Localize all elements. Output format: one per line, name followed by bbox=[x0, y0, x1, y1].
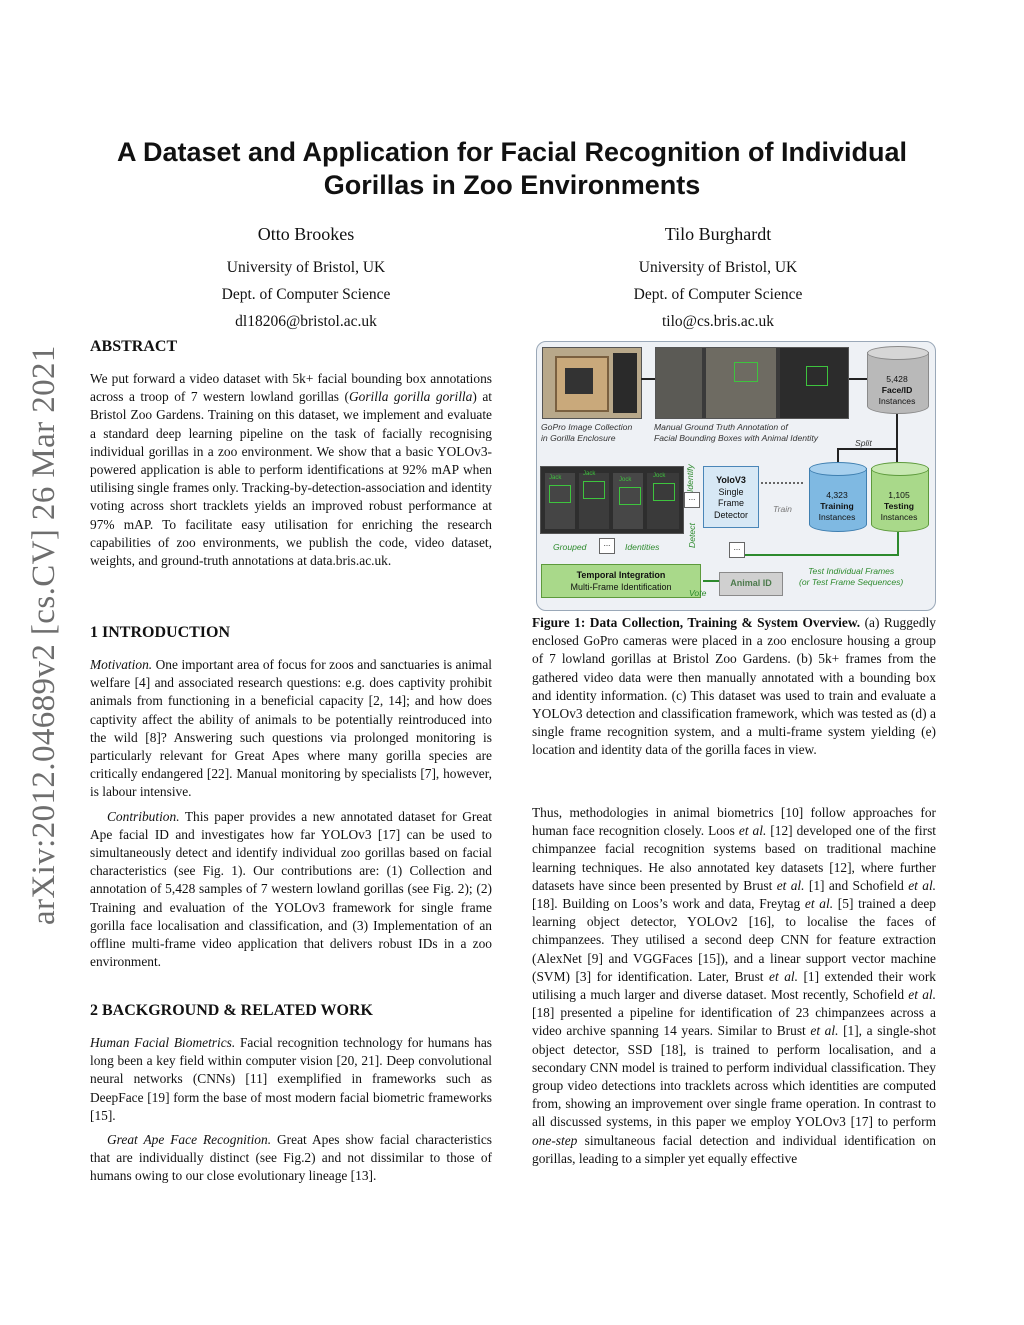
training-set-cylinder: 4,323 Training Instances bbox=[809, 462, 865, 532]
photo-1-caption: GoPro Image Collection in Gorilla Enclosure bbox=[541, 422, 633, 443]
detect-label: Detect bbox=[687, 523, 697, 548]
author-affiliation: University of Bristol, UK bbox=[226, 259, 386, 276]
caption-label: Figure 1: Data Collection, Training & System Overview. bbox=[532, 615, 861, 630]
author-dept: Dept. of Computer Science bbox=[221, 286, 391, 303]
split-label: Split bbox=[855, 438, 872, 448]
section-2-heading: 2 BACKGROUND & RELATED WORK bbox=[90, 1002, 373, 1019]
temporal-integration-box: Temporal Integration Multi-Frame Identification bbox=[541, 564, 701, 598]
test-frames-label: Test Individual Frames (or Test Frame Sequences) bbox=[799, 566, 904, 587]
identify-label: Identify bbox=[685, 464, 695, 492]
paper-title bbox=[60, 136, 964, 202]
author-block-1 bbox=[156, 220, 456, 335]
title-line-2: Gorillas in Zoo Environments bbox=[323, 170, 701, 200]
testing-set-cylinder: 1,105 Testing Instances bbox=[871, 462, 927, 532]
gorilla-frames-photo: Jack Jack Jock Jock bbox=[540, 466, 684, 534]
figure-1-diagram: GoPro Image Collection in Gorilla Enclosure Manual Ground Truth Annotation of Facial Bounding Boxes with Animal Identity 5,428 Face/ID Instances Split Jack Jack Jock Jock ... Identify Detect YoloV3 Single Frame Detector Train 4,323 Training Instances 1,105 Testing Instances Grouped Identities ... ... Temporal Integration Multi-Frame Identification Vote Animal ID Test Individual Frames (or Test Frame Sequences) bbox=[536, 341, 936, 611]
figure-1-caption: Figure 1: Data Collection, Training & System Overview. (a) Ruggedly enclosed GoPro cameras were placed in a zoo enclosure housing a group of 7 lowland gorillas at Bristol Zoo Gardens. (b) 5k+ frames from the gathered video data were then manually annotated with a bounding box and identity information. (c) This dataset was used to train and evaluate a YOLOv3 detection and classification framework, which was tested as (d) a single frame recognition system, and a multi-frame system yielding (e) location and identity data of the gorilla faces in view. bbox=[532, 615, 936, 758]
author-email[interactable]: tilo@cs.bris.ac.uk bbox=[662, 313, 774, 330]
identities-label: Identities bbox=[625, 542, 660, 552]
author-name: Tilo Burghardt bbox=[664, 224, 772, 244]
author-dept: Dept. of Computer Science bbox=[633, 286, 803, 303]
arxiv-identifier: arXiv:2012.04689v2 [cs.CV] 26 Mar 2021 bbox=[26, 345, 62, 925]
gopro-enclosure-photo bbox=[542, 347, 642, 419]
section-1-text: Motivation. One important area of focus for zoos and sanctuaries is animal welfare [4] and associated research questions: e.g. does captivity prohibit animals from functioning in a beneficial capacity [2, 14]; and how does captivity affect the ability of animals to be potentially reintroduced into the wild [8]? Answering such questions via prolonged monitoring is particularly relevant for Great Apes where many gorilla species are critically endangered [22]. Manual monitoring by specialists [7], however, is labour intensive. Contribution. This paper provides a new annotated dataset for Great Ape facial ID and investigates how far YOLOv3 [17] can be used to simultaneously detect and identify individual zoo gorillas based on facial characteristics (see Fig. 1). Our contributions are: (1) Collection and annotation of 5,428 samples of 7 western lowland gorillas (see Fig. 2); (2) Training and evaluation of the YOLOv3 framework for single frame gorilla face localisation and classification, and (3) Implementation of an offline multi-frame video application that delivers robust IDs in a zoo environment. bbox=[90, 657, 492, 970]
annotation-photo bbox=[655, 347, 849, 419]
vote-label: Vote bbox=[689, 588, 707, 598]
grouped-label: Grouped bbox=[553, 542, 587, 552]
yolov3-detector-box: YoloV3 Single Frame Detector bbox=[703, 466, 759, 528]
abstract-heading: ABSTRACT bbox=[90, 338, 178, 355]
author-name: Otto Brookes bbox=[257, 224, 355, 244]
train-label: Train bbox=[773, 504, 792, 514]
author-affiliation: University of Bristol, UK bbox=[638, 259, 798, 276]
photo-2-caption: Manual Ground Truth Annotation of Facial Bounding Boxes with Animal Identity bbox=[654, 422, 819, 443]
author-email[interactable]: dl18206@bristol.ac.uk bbox=[235, 313, 377, 330]
author-block-2 bbox=[568, 220, 868, 335]
face-id-database: 5,428 Face/ID Instances bbox=[867, 346, 927, 414]
title-line-1: A Dataset and Application for Facial Recognition of Individual bbox=[116, 137, 908, 167]
abstract-text: We put forward a video dataset with 5k+ facial bounding box annotations across a troop of 7 western lowland gorillas (Gorilla gorilla gorilla) at Bristol Zoo Gardens. Training on this dataset, we implement and evaluate a standard deep learning pipeline on the task of facially recognising individual gorillas in a zoo environment. We show that a basic YOLOv3-powered application is able to perform identifications at 92% mAP when utilising single frames only. Tracking-by-detection-association and identity voting across short tracklets yields an improved robust performance at 97% mAP. To facilitate easy utilisation for enriching the research capabilities of zoo environments, we publish the code, video dataset, weights, and ground-truth annotations at data.bris.ac.uk. bbox=[90, 371, 492, 569]
section-2-text: Human Facial Biometrics. Facial recognition technology for humans has long been a key field within computer vision [20, 21]. Deep convolutional neural networks (CNNs) [11] exemplified in frameworks such as DeepFace [19] form the base of most modern facial biometric frameworks [15]. Great Ape Face Recognition. Great Apes show facial characteristics that are individually distinct (see Fig.2) and not dissimilar to those of humans owing to our close evolutionary lineage [13]. bbox=[90, 1035, 492, 1184]
section-1-heading: 1 INTRODUCTION bbox=[90, 624, 231, 641]
right-column-text: Thus, methodologies in animal biometrics [10] follow approaches for human face recognition closely. Loos et al. [12] developed one of the first chimpanzee facial recognition systems based on traditional machine learning techniques. He also annotated key datasets [12], where further datasets have since been presented by Brust et al. [1] and Schofield et al. [18]. Building on Loos’s work and data, Freytag et al. [5] trained a deep learning object detector, YOLOv2 [16], to localise the faces of chimpanzees. They utilised a second deep CNN for feature extraction (AlexNet [9] and VGGFaces [15]), and a linear support vector machine (SVM) [3] for identification. Later, Brust et al. [1] extended their work utilising a much larger and diverse dataset. Most recently, Schofield et al. [18] presented a pipeline for identification of 23 chimpanzees across a video archive spanning 14 years. Similar to Brust et al. [1], a single-shot object detector, SSD [18], is trained to perform localisation, and a secondary CNN model is trained to perform individual classification. They group video detections into tracklets across which identities are computed from, showing an improvement over single frame operation. In contrast to all discussed systems, in this paper we employ YOLOv3 [17] to perform one-step simultaneous facial detection and individual identification on gorillas, leading to a simpler yet equally effective bbox=[532, 805, 937, 1166]
animal-id-box: Animal ID bbox=[719, 572, 783, 596]
